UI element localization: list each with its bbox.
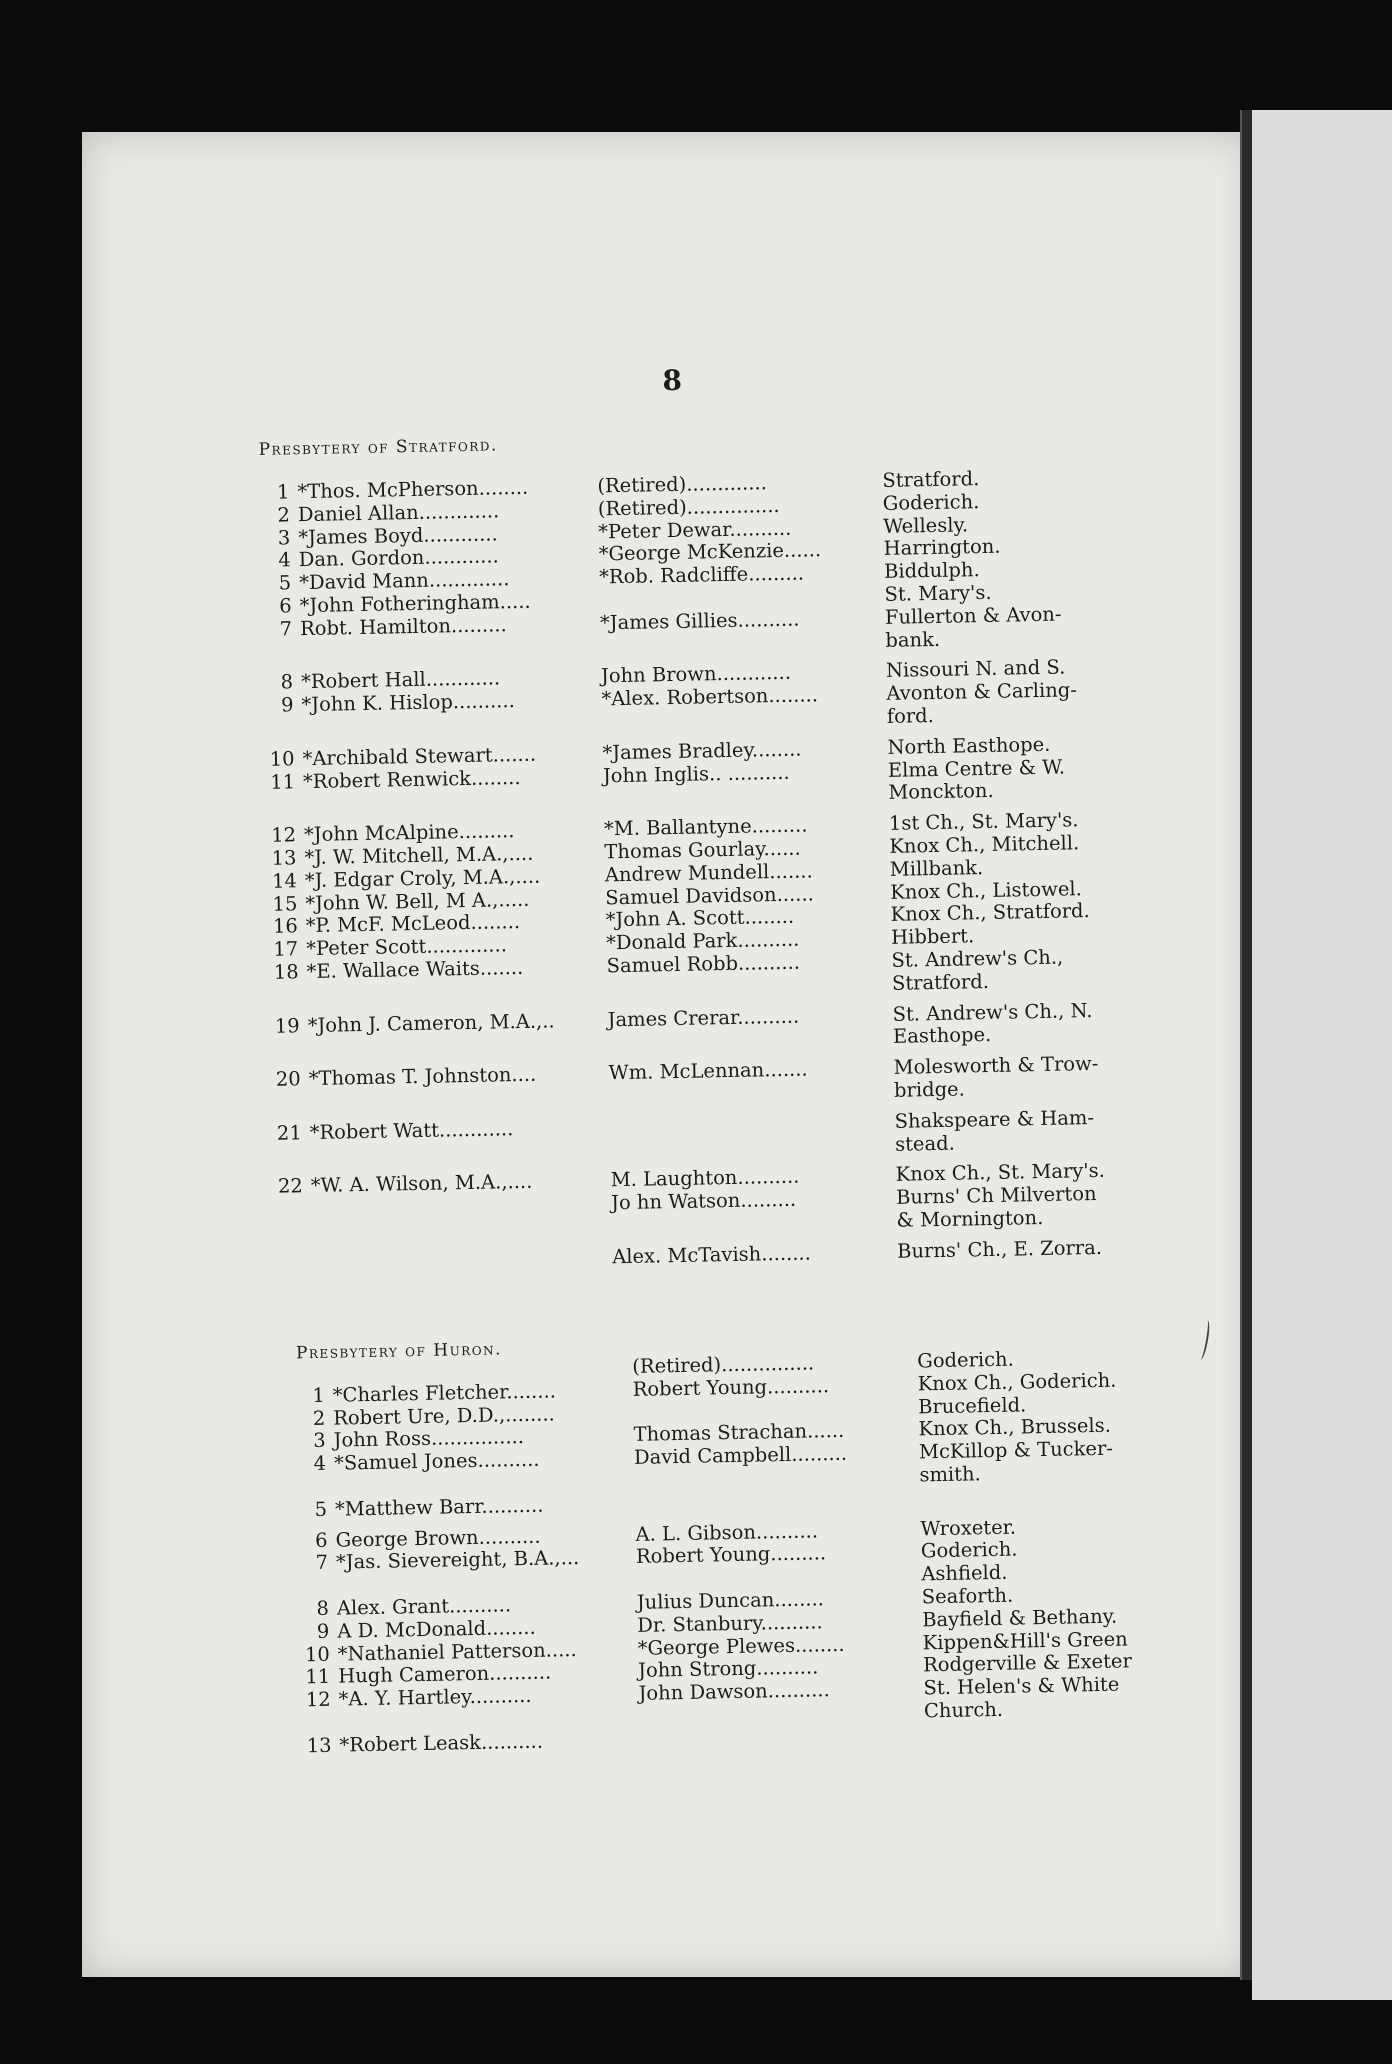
entry-number: 4 [313,1451,327,1476]
elder-name [609,1111,894,1116]
elder-name: Wm. McLennan....... [608,1057,808,1085]
charge-name: St. Andrew's Ch., N. Easthope. [892,998,1093,1049]
elder-name: *Donald Park.......... [605,927,800,955]
elder-name: John Dawson.......... [638,1678,830,1706]
minister-name: *Thomas T. Johnston.... [308,1062,537,1091]
entry-number: 16 [272,914,299,939]
minister-name [312,1246,612,1252]
charge-name: Elma Centre & W. Monckton. [887,755,1066,805]
charge-name: Knox Ch., Stratford. [890,899,1090,927]
entry-number: 1 [312,1383,326,1407]
elder-name: *Peter Dewar.......... [598,516,792,544]
entry-number: 19 [274,1013,300,1038]
charge-name: Hibbert. [890,924,975,950]
entry-number: 6 [314,1528,328,1552]
minister-name: *Robert Watt............ [309,1116,514,1144]
entry-number: 12 [270,823,297,847]
charge-name: Knox Ch., Goderich. [917,1368,1117,1396]
elder-name: (Retired)............... [597,493,780,521]
elder-name: Julius Duncan........ [636,1587,825,1614]
elder-name: Thomas Strachan...... [633,1419,845,1447]
minister-name: *Robert Renwick........ [302,765,521,793]
charge-name: Goderich. [882,489,980,515]
minister-name: *Robert Leask.......... [339,1729,544,1757]
entry-number: 7 [315,1551,329,1575]
charge-name: Millbank. [889,855,984,881]
entry-number: 14 [271,869,298,893]
page-number: 8 [662,363,683,398]
charge-name: Rodgerville & Exeter [922,1649,1133,1677]
elder-name: *James Bradley........ [602,737,802,765]
elder-name: Thomas Gourlay...... [604,836,801,864]
minister-name: Robert Ure, D.D.,........ [333,1402,555,1430]
minister-name: *A. Y. Hartley.......... [338,1684,532,1711]
entry-number: 1 [276,480,290,504]
elder-name: Robert Young......... [635,1541,827,1569]
elder-name: John Brown............ [600,661,792,688]
entry-number: 9 [280,693,294,717]
minister-name: Daniel Allan............. [297,499,500,526]
elder-name: Samuel Davidson...... [605,881,814,909]
charge-name: Brucefield. [917,1392,1027,1419]
minister-name: Hugh Cameron.......... [337,1660,552,1688]
minister-name: *J. Edgar Croly, M.A.,.... [304,864,541,892]
charge-name: Avonton & Carling- ford. [886,678,1078,728]
elder-name: David Campbell......... [633,1441,848,1470]
minister-name: *James Boyd............ [298,521,498,549]
charge-name: North Easthope. [887,732,1051,759]
minister-name: *David Mann............. [298,567,510,595]
elder-name: John Inglis.. .......... [602,760,790,787]
charge-name: Shakspeare & Ham- stead. [894,1105,1095,1156]
entry-number: 22 [277,1174,303,1198]
minister-name: *Samuel Jones.......... [333,1447,540,1475]
entry-number: 6 [278,594,292,618]
elder-name: Andrew Mundell....... [604,859,813,887]
entry-number: 10 [304,1642,330,1666]
entry-number: 3 [313,1429,326,1453]
charge-name: Stratford. [882,467,980,492]
charge-name: Burns' Ch Milverton & Mornington. [895,1182,1097,1232]
minister-name: *J. W. Mitchell, M.A.,.... [304,841,534,870]
charge-name: Fullerton & Avon- bank. [884,602,1062,652]
elder-name: Alex. McTavish........ [611,1241,812,1268]
minister-name: *John J. Cameron, M.A.,.. [307,1008,555,1037]
charge-name: Knox Ch., Brussels. [918,1414,1112,1441]
minister-name: A D. McDonald........ [337,1615,536,1643]
elder-name: John Strong.......... [637,1655,819,1683]
charge-name: Knox Ch., Mitchell. [889,831,1080,858]
entry-number: 18 [273,960,299,984]
elder-name: (Retired)............. [597,471,768,498]
charge-name: McKillop & Tucker- smith. [918,1436,1114,1487]
entry-number: 9 [316,1619,330,1643]
page-fold [1240,110,1252,1980]
charge-name: St. Andrew's Ch., Stratford. [891,945,1064,995]
entry-number: 15 [272,891,298,916]
charge-name: Kippen&Hill's Green [922,1627,1128,1654]
minister-name: *John K. Hislop.......... [301,689,516,717]
minister-name: *Archibald Stewart....... [302,742,537,770]
charge-name: Goderich. [917,1347,1015,1373]
charge-name: Molesworth & Trow- bridge. [893,1052,1099,1102]
roll-entry [271,1052,1142,1114]
charge-name: Ashfield. [921,1560,1008,1586]
minister-name: *Jas. Sievereight, B.A.,... [335,1546,580,1575]
huron-roll-list [294,1346,1171,1758]
charge-name: 1st Ch., St. Mary's. [888,808,1079,836]
elder-name: James Crerar.......... [607,1004,800,1031]
entry-number: 8 [280,670,294,694]
elder-name: Jo hn Watson......... [610,1187,797,1215]
elder-name: Dr. Stanbury.......... [637,1610,823,1637]
charge-name: Burns' Ch., E. Zorra. [896,1235,1103,1263]
entry-number: 8 [316,1596,330,1620]
minister-name: *Matthew Barr.......... [334,1493,544,1521]
section-heading-stratford: Presbytery of Stratford. [258,435,499,460]
stratford-roll-list [259,465,1144,1275]
charge-name: Goderich. [920,1537,1018,1563]
entry-number [274,1252,312,1253]
charge-name: St. Helen's & White Church. [923,1672,1120,1723]
charge-name: Bayfield & Bethany. [921,1604,1118,1632]
elder-name: *George McKenzie...... [598,538,822,566]
facing-page-edge [1252,110,1392,2000]
minister-name: *Nathaniel Patterson..... [337,1637,577,1666]
entry-number: 3 [277,525,291,550]
minister-name: Robt. Hamilton......... [299,612,507,640]
entry-number: 2 [312,1406,326,1430]
minister-name: *John McAlpine......... [303,819,515,847]
entry-number: 12 [305,1687,331,1712]
elder-name: Samuel Robb.......... [606,950,801,978]
elder-name: A. L. Gibson.......... [635,1518,819,1546]
elder-name: M. Laughton.......... [610,1164,800,1192]
minister-name: *John Fotheringham..... [299,589,531,618]
minister-name: John Ross............... [333,1425,525,1453]
entry-number: 10 [269,747,295,771]
minister-name: *Robert Hall............ [300,666,501,694]
minister-name: *E. Wallace Waits....... [306,955,524,984]
minister-name: *P. McF. McLeod........ [305,910,521,938]
entry-number: 20 [275,1067,301,1091]
minister-name: *W. A. Wilson, M.A.,.... [310,1170,533,1198]
elder-name: *George Plewes........ [637,1632,845,1660]
entry-number [294,1362,332,1363]
entry-number: 13 [306,1733,332,1757]
charge-name: Harrington. [883,535,1001,561]
minister-name: Dan. Gordon............ [298,544,499,572]
charge-name: Knox Ch., Listowel. [890,876,1083,904]
roll-entry [272,1106,1143,1168]
minister-name: *Charles Fletcher........ [332,1379,557,1407]
minister-name: *Thos. McPherson........ [297,475,529,504]
entry-number: 2 [277,503,291,527]
charge-name: Wellesly. [882,512,969,538]
charge-name: Knox Ch., St. Mary's. [895,1159,1106,1187]
charge-name: Nissouri N. and S. [885,655,1066,683]
entry-number: 11 [305,1665,331,1689]
roll-entry [269,999,1140,1061]
elder-name: *M. Ballantyne......... [603,813,808,841]
entry-number: 5 [278,571,292,595]
elder-name: *James Gillies.......... [599,607,800,635]
entry-number: 5 [314,1497,328,1521]
entry-number: 7 [279,617,293,641]
entry-number: 21 [276,1120,302,1145]
elder-name: *Rob. Radcliffe......... [598,561,805,589]
charge-name: Biddulph. [883,558,980,584]
minister-name: Alex. Grant.......... [336,1593,512,1620]
entry-number: 13 [271,846,297,870]
entry-number: 11 [269,769,296,794]
elder-name: *Alex. Robertson........ [601,683,819,711]
charge-name: Wroxeter. [920,1515,1017,1540]
minister-name: *John W. Bell, M A.,..... [305,887,530,915]
charge-name: Seaforth. [921,1583,1014,1609]
entry-number: 17 [273,937,299,961]
elder-name: (Retired)............... [632,1351,815,1378]
entry-number: 4 [278,548,291,572]
elder-name: Robert Young.......... [632,1373,830,1401]
minister-name: *Peter Scott............. [306,933,508,961]
elder-name: *John A. Scott........ [605,905,795,932]
section-heading-huron: Presbytery of Huron. [295,1339,503,1364]
minister-name: George Brown.......... [335,1524,541,1552]
charge-name: St. Mary's. [884,580,992,606]
